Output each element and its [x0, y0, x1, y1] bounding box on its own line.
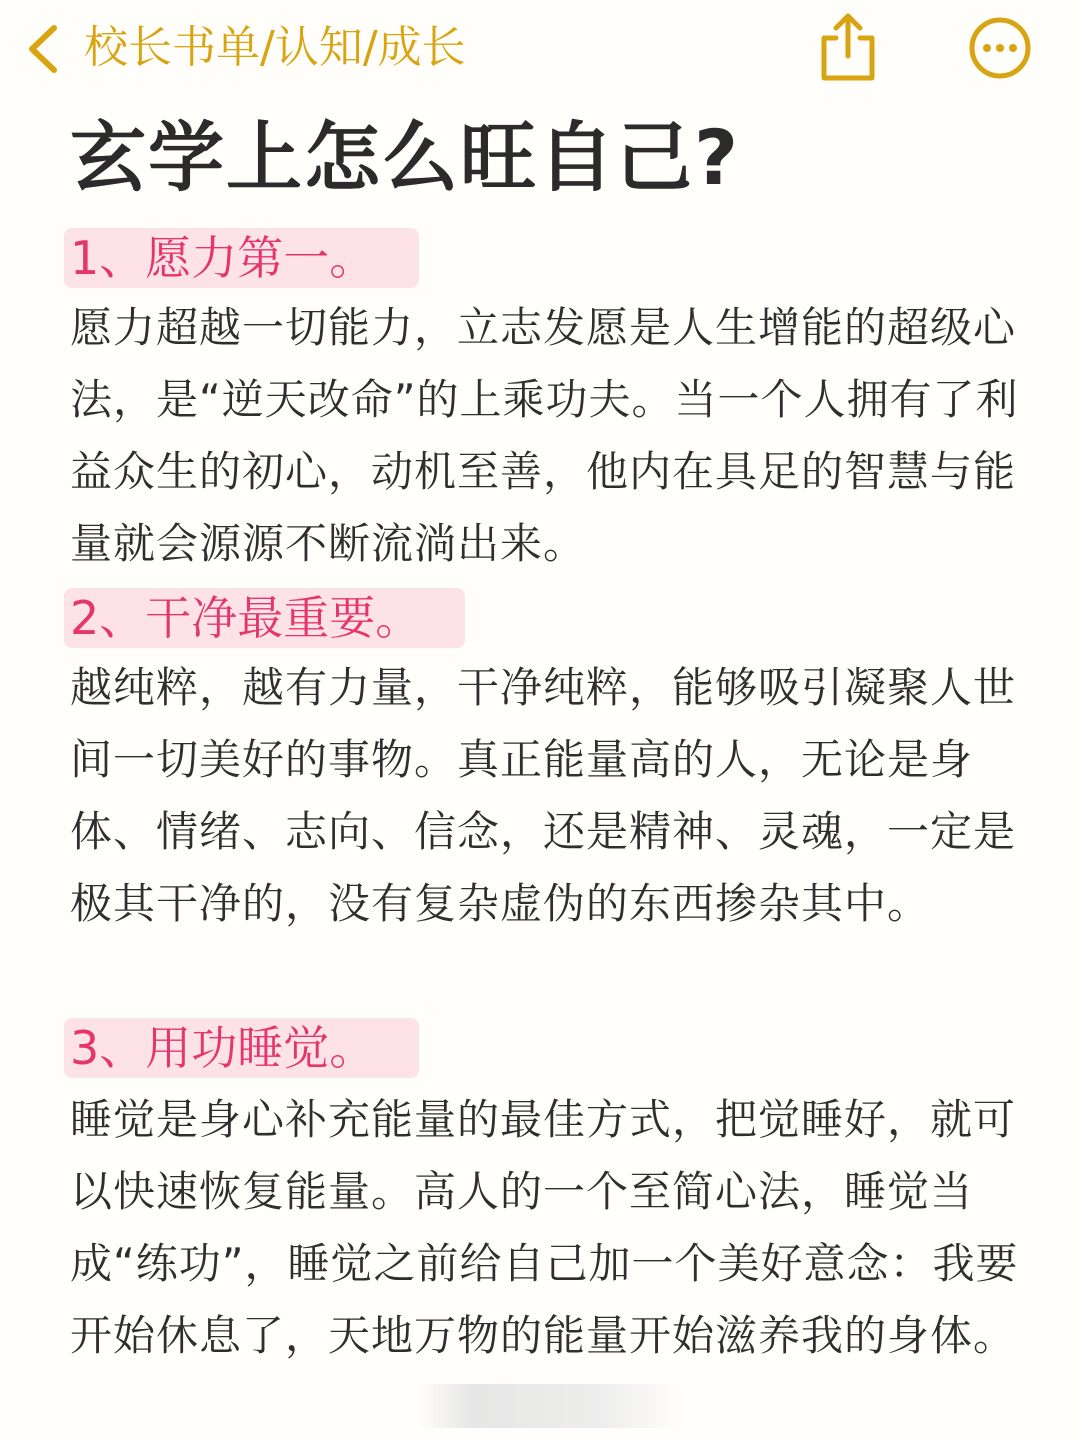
blurred-watermark	[418, 1384, 684, 1428]
section-text-3: 睡觉是身心补充能量的最佳方式，把觉睡好，就可以快速恢复能量。高人的一个至简心法，睡觉当成“练功”，睡觉之前给自己加一个美好意念：我要开始休息了，天地万物的能量开始滋养我的身体。	[70, 1095, 1019, 1360]
note-title: 玄学上怎么旺自己?	[70, 113, 741, 202]
breadcrumb[interactable]: 校长书单/认知/成长	[84, 22, 466, 73]
more-options-icon[interactable]	[968, 16, 1032, 80]
section-heading-2: 2、干净最重要。	[64, 588, 465, 648]
section-text-1: 愿力超越一切能力，立志发愿是人生增能的超级心法，是“逆天改命”的上乘功夫。当一个人拥有了利益众生的初心，动机至善，他内在具足的智慧与能量就会源源不断流淌出来。	[70, 303, 1019, 568]
section-text-2: 越纯粹，越有力量，干净纯粹，能够吸引凝聚人世间一切美好的事物。真正能量高的人，无论是身体、情绪、志向、信念，还是精神、灵魂，一定是极其干净的，没有复杂虚伪的东西掺杂其中。	[70, 663, 1017, 928]
section-heading-3: 3、用功睡觉。	[64, 1018, 419, 1078]
share-icon[interactable]	[816, 10, 880, 82]
section-heading-1: 1、愿力第一。	[64, 228, 419, 288]
chevron-left-icon[interactable]	[22, 22, 62, 76]
navigation-bar	[0, 0, 1080, 100]
